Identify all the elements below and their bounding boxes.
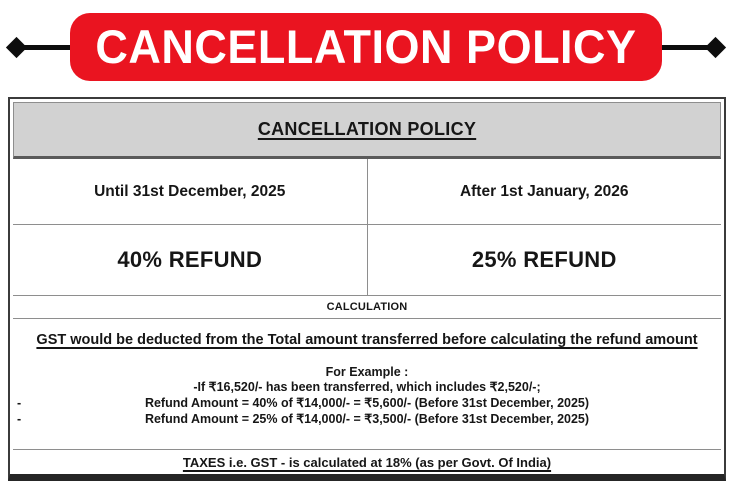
calculation-label-row	[13, 296, 721, 319]
banner-title: CANCELLATION POLICY	[95, 19, 637, 74]
example-heading: For Example :	[325, 365, 409, 379]
refund-cell-40: 40% REFUND	[117, 247, 263, 272]
taxes-note: TAXES i.e. GST - is calculated at 18% (as per Govt. Of India)	[182, 454, 552, 470]
table-title: CANCELLATION POLICY	[257, 119, 477, 139]
refund-row	[13, 225, 721, 296]
example-bullet: -	[17, 412, 22, 426]
period-cell-after: After 1st January, 2026	[367, 159, 722, 224]
example-bullet: -	[17, 396, 22, 410]
refund-cell-25: 25% REFUND	[367, 225, 722, 295]
period-row	[13, 159, 721, 225]
example-line-text: Refund Amount = 40% of ₹14,000/- = ₹5,600/- (Before 31st December, 2025)	[144, 396, 590, 410]
calculation-body	[13, 319, 721, 450]
example-line-text: Refund Amount = 25% of ₹14,000/- = ₹3,500/- (Before 31st December, 2025)	[144, 412, 590, 426]
example-line-text: -If ₹16,520/- has been transferred, which includes ₹2,520/-;	[193, 380, 541, 394]
example-line	[13, 379, 721, 395]
banner-pill	[70, 13, 662, 81]
example-line	[13, 411, 721, 427]
example-line	[13, 395, 721, 411]
table-title-row	[13, 102, 721, 159]
diamond-right-icon	[705, 37, 726, 58]
gst-note: GST would be deducted from the Total amount transferred before calculating the refund amount	[36, 332, 698, 348]
taxes-row	[13, 450, 721, 474]
banner	[0, 0, 732, 95]
period-cell-until: Until 31st December, 2025	[94, 182, 286, 200]
calculation-label: CALCULATION	[326, 301, 408, 313]
policy-table	[8, 97, 726, 481]
